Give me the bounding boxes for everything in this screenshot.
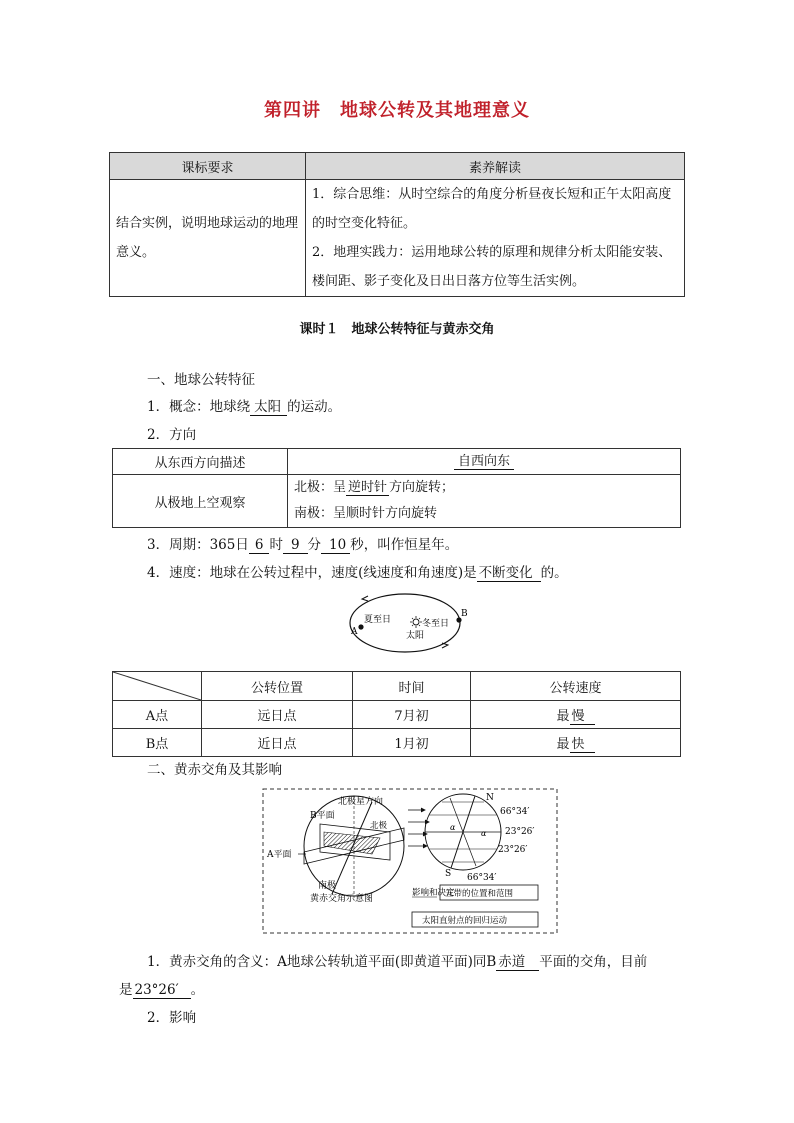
period-prefix: 3．周期：365日 [147,537,249,553]
period-line [147,533,458,554]
label-b: B [461,609,468,619]
item1-line2 [119,978,204,999]
direction-row1-value: 自西向东 [454,454,514,470]
table-row [113,729,681,757]
section1-heading: 一、地球公转特征 [147,372,255,388]
period-days: 6 [249,538,270,554]
item1-mid: 平面的交角，目前 [539,954,648,970]
sun-icon [410,616,422,628]
south-line: 南极：呈顺时针方向旋转 [294,506,438,521]
row-b-point: B点 [113,729,202,757]
concept-line [147,395,341,416]
row-b-speed-prefix: 最 [556,736,570,752]
concept-blank: 太阳 [250,400,287,416]
box-zones-text: 五带的位置和范围 [445,889,514,899]
north-suffix: 方向旋转； [389,480,455,495]
label-alpha-2: α [481,829,487,838]
label-b-plane: B平面 [310,811,335,821]
item2: 2．影响 [147,1010,197,1026]
period-minute-label: 分 [307,537,322,553]
label-alpha-1: α [450,823,456,832]
corner-diagonal [113,672,201,700]
row-a-speed-cell [471,701,681,729]
speed-line [147,561,568,582]
obliquity-figure [262,788,558,934]
label-north-star: 北极星方向 [338,797,384,807]
item1-blank: 赤道 [496,955,539,971]
standards-header-right: 素养解读 [306,153,685,180]
speed-header-speed: 公转速度 [471,672,681,701]
concept-prefix: 1．概念：地球绕 [147,399,251,415]
label-lat-1: 66°34′ [500,807,530,817]
label-summer: 夏至日 [364,615,392,625]
row-b-speed: 快 [570,737,595,753]
period-hour-label: 时 [269,537,283,553]
item1-line2-prefix: 是 [119,982,133,998]
figure-caption: 黄赤交角示意图 [310,894,374,904]
label-south-pole: 南极 [318,881,337,891]
direction-row2-label: 从极地上空观察 [113,475,288,528]
table-row [113,701,681,729]
speed-table [112,671,681,757]
direction-row1-value-cell [288,449,681,475]
item1-prefix: 1．黄赤交角的含义：A地球公转轨道平面(即黄道平面)同B [147,954,497,970]
orbit-diagram [340,590,470,660]
period-seconds: 10 [321,538,350,554]
north-prefix: 北极：呈 [294,480,347,495]
row-a-speed: 慢 [570,709,595,725]
north-line [294,475,674,501]
item1-line2-suffix: 。 [190,982,205,998]
period-suffix: 秒，叫作恒星年。 [350,537,459,553]
speed-suffix: 的。 [540,565,568,581]
box-migration-text: 太阳直射点的回归运动 [422,916,508,926]
standards-item-2: 2．地理实践力：运用地球公转的原理和规律分析太阳能安装、楼间距、影子变化及日出日落方位等生活实例。 [312,245,672,289]
row-a-time: 7月初 [353,701,471,729]
page-title: 第四讲 地球公转及其地理意义 [264,100,530,121]
standards-header-left: 课标要求 [110,153,306,180]
concept-suffix: 的运动。 [287,399,342,415]
label-s: S [445,869,452,879]
standards-right-cell [306,180,685,297]
direction-row2-value-cell [288,475,681,528]
row-a-position: 远日点 [202,701,353,729]
label-north-pole: 北极 [370,821,388,831]
speed-prefix: 4．速度：地球在公转过程中，速度(线速度和角速度)是 [147,565,477,581]
row-b-time: 1月初 [353,729,471,757]
label-a-plane: A平面 [267,850,292,860]
standards-left-cell: 结合实例，说明地球运动的地理意义。 [110,180,306,297]
direction-heading: 2．方向 [147,427,197,443]
label-lat-3: 23°26′ [498,845,528,855]
period-minutes: 9 [283,538,308,554]
label-lat-4: 66°34′ [467,873,497,883]
label-lat-2: 23°26′ [505,827,535,837]
item1-blank2: 23°26′ [133,983,191,999]
row-a-point: A点 [113,701,202,729]
label-winter: 冬至日 [422,619,450,629]
item1-line [147,950,647,971]
speed-header-time: 时间 [353,672,471,701]
direction-row1-label: 从东西方向描述 [113,449,288,475]
label-n: N [486,793,494,803]
hatched-area [324,832,380,854]
section2-heading: 二、黄赤交角及其影响 [147,762,282,778]
label-sun: 太阳 [406,631,425,641]
label-influence: 影响和决定 [412,888,455,898]
point-a-dot [358,624,363,629]
row-b-position: 近日点 [202,729,353,757]
speed-header-position: 公转位置 [202,672,353,701]
speed-table-corner [113,672,202,701]
label-a: A [351,627,358,637]
row-a-speed-prefix: 最 [556,708,570,724]
row-b-speed-cell [471,729,681,757]
north-blank: 逆时针 [348,480,388,495]
direction-table [112,448,681,528]
standards-table [109,152,685,297]
speed-blank: 不断变化 [477,566,541,582]
lesson-title: 课时１ 地球公转特征与黄赤交角 [299,322,495,337]
standards-item-1: 1．综合思维：从时空综合的角度分析昼夜长短和正午太阳高度的时空变化特征。 [312,187,672,231]
